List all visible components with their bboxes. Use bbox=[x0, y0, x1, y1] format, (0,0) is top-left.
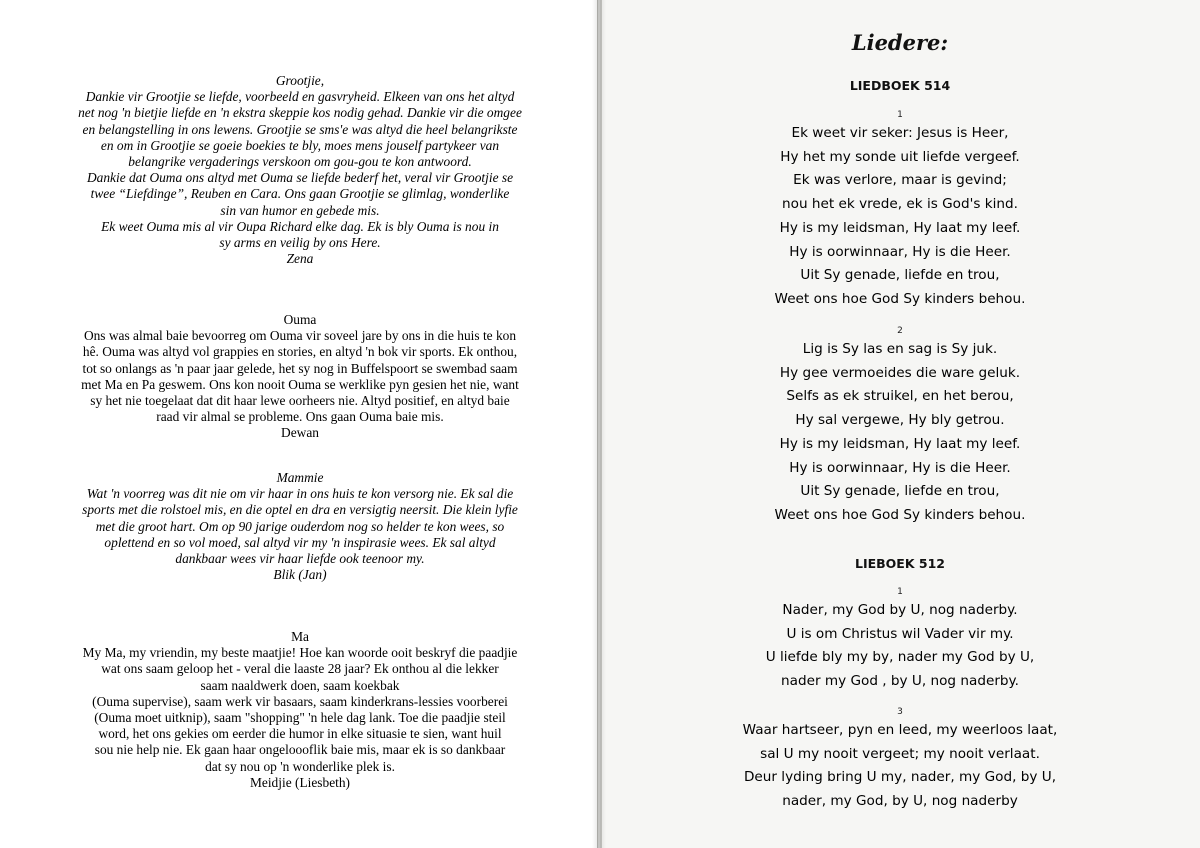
tribute-line: dankbaar wees vir haar liefde ook teenoor my. bbox=[175, 551, 425, 567]
tribute-line: met Ma en Pa geswem. Ons kon nooit Ouma se werklike pyn gesien het nie, want bbox=[81, 376, 519, 392]
tribute-line: sy het nie toegelaat dat dit haar lewe oorheers nie. Altyd positief, en altyd baie bbox=[90, 393, 510, 409]
verse-line: Uit Sy genade, liefde en trou, bbox=[800, 483, 1000, 500]
tribute-line: Wat 'n voorreg was dit nie om vir haar in ons huis te kon versorg nie. Ek sal die bbox=[86, 486, 514, 502]
verse-line: Weet ons hoe God Sy kinders behou. bbox=[774, 290, 1026, 307]
tribute-line: Ons was almal baie bevoorreg om Ouma vir soveel jare by ons in die huis te kon bbox=[83, 328, 517, 344]
tribute-line: sin van humor en gebede mis. bbox=[220, 202, 380, 218]
tribute-line: hê. Ouma was altyd vol grappies en stories, en altyd 'n bok vir sports. Ek onthou, bbox=[82, 344, 518, 360]
verse-line: Hy sal vergewe, Hy bly getrou. bbox=[795, 412, 1005, 429]
verse-number: 1 bbox=[897, 587, 903, 597]
verse-number: 2 bbox=[897, 326, 903, 336]
tribute-line: (Ouma supervise), saam werk vir basaars, saam kinderkrans-lessies voorberei bbox=[92, 693, 508, 709]
tribute-line: raad vir almal se probleme. Ons gaan Ouma baie mis. bbox=[156, 409, 444, 425]
verse-line: nou het ek vrede, ek is God's kind. bbox=[782, 196, 1018, 213]
verse-line: Hy is my leidsman, Hy laat my leef. bbox=[779, 219, 1021, 236]
tribute-line: met die groot hart. Om op 90 jarige ouderdom nog so helder te kon wees, so bbox=[95, 518, 505, 534]
verse-line: U liefde bly my by, nader my God by U, bbox=[765, 649, 1035, 666]
verse-line: Deur lyding bring U my, nader, my God, by U, bbox=[743, 769, 1057, 786]
tribute-heading: Ouma bbox=[283, 312, 317, 327]
verse-line: sal U my nooit vergeet; my nooit verlaat. bbox=[760, 745, 1040, 762]
verse-line: Waar hartseer, pyn en leed, my weerloos laat, bbox=[742, 722, 1058, 738]
hymn-title-512: LIEBOEK 512 bbox=[855, 556, 945, 571]
verse-line: Nader, my God by U, nog naderby. bbox=[782, 602, 1018, 618]
tribute-line: twee “Liefdinge”, Reuben en Cara. Ons gaan Grootjie se glimlag, wonderlike bbox=[90, 186, 510, 202]
tribute-line: Dankie dat Ouma ons altyd met Ouma se liefde bederf het, veral vir Grootjie se bbox=[86, 170, 514, 186]
tribute-heading: Mammie bbox=[276, 470, 324, 485]
tribute-line: oplettend en so vol moed, sal altyd vir my 'n inspirasie wees. Ek sal altyd bbox=[104, 534, 496, 550]
hymn-512-verse-3 bbox=[600, 705, 1200, 814]
tribute-jan bbox=[22, 470, 578, 583]
hymn-512-verse-1 bbox=[600, 585, 1200, 694]
verse-number: 1 bbox=[897, 110, 903, 120]
hymn-title-514: LIEDBOEK 514 bbox=[849, 78, 951, 93]
tribute-heading: Ma bbox=[291, 629, 309, 644]
tribute-line: sy arms en veilig by ons Here. bbox=[219, 235, 381, 251]
tribute-line: Grootjie, bbox=[275, 73, 325, 88]
tribute-line: My Ma, my vriendin, my beste maatjie! Hoe kan woorde ooit beskryf die paadjie bbox=[82, 645, 518, 661]
verse-line: Hy gee vermoeides die ware geluk. bbox=[779, 364, 1021, 381]
tribute-line: wat ons saam geloop het - veral die laaste 28 jaar? Ek onthou al die lekker bbox=[101, 661, 499, 677]
tribute-line: net nog 'n bietjie liefde en 'n ekstra skeppie kos nodig gehad. Dankie vir die omgee bbox=[78, 105, 522, 121]
tribute-line: belangrike vergaderings verskoon om gou-gou te kon antwoord. bbox=[128, 154, 472, 170]
tribute-line: tot so onlangs as 'n paar jaar gelede, het sy nog in Buffelspoort se swembad saam bbox=[82, 360, 518, 376]
verse-line: Lig is Sy las en sag is Sy juk. bbox=[802, 341, 998, 357]
hymn-514-verse-1 bbox=[600, 108, 1200, 312]
verse-line: Uit Sy genade, liefde en trou, bbox=[800, 267, 1000, 284]
verse-line: Hy is oorwinnaar, Hy is die Heer. bbox=[789, 243, 1011, 260]
songs-heading: Liedere: bbox=[851, 30, 949, 55]
verse-line: Hy het my sonde uit liefde vergeef. bbox=[780, 148, 1020, 165]
tribute-signature: Blik (Jan) bbox=[273, 567, 327, 583]
tribute-dewan bbox=[22, 312, 578, 442]
tribute-line: (Ouma moet uitknip), saam "shopping" 'n hele dag lank. Toe die paadjie steil bbox=[94, 710, 506, 726]
tribute-signature: Meidjie (Liesbeth) bbox=[249, 774, 351, 790]
tribute-liesbeth bbox=[22, 629, 578, 791]
verse-line: Selfs as ek struikel, en het berou, bbox=[786, 388, 1014, 405]
verse-line: Hy is my leidsman, Hy laat my leef. bbox=[779, 435, 1021, 452]
tribute-zena bbox=[22, 73, 578, 267]
tribute-signature: Zena bbox=[286, 251, 314, 267]
verse-number: 3 bbox=[897, 707, 903, 717]
tribute-line: Ek weet Ouma mis al vir Oupa Richard elke dag. Ek is bly Ouma is nou in bbox=[101, 218, 499, 234]
verse-line: U is om Christus wil Vader vir my. bbox=[786, 625, 1014, 642]
verse-line: Ek was verlore, maar is gevind; bbox=[793, 172, 1007, 189]
verse-line: Weet ons hoe God Sy kinders behou. bbox=[774, 506, 1026, 523]
tribute-line: dat sy nou op 'n wonderlike plek is. bbox=[205, 758, 395, 774]
tribute-line: en belangstelling in ons lewens. Grootjie se sms'e was altyd die heel belangrikste bbox=[82, 121, 518, 137]
tribute-line: word, het ons gekies om eerder die humor in elke situasie te sien, want huil bbox=[98, 726, 502, 742]
tribute-signature: Dewan bbox=[281, 425, 319, 441]
tribute-line: Dankie vir Grootjie se liefde, voorbeeld en gasvryheid. Elkeen van ons het altyd bbox=[85, 89, 515, 105]
verse-line: nader, my God, by U, nog naderby bbox=[782, 793, 1018, 810]
tribute-line: sou nie help nie. Ek gaan haar ongeloooflik baie mis, maar ek is so dankbaar bbox=[94, 742, 506, 758]
verse-line: Ek weet vir seker: Jesus is Heer, bbox=[791, 125, 1009, 141]
tribute-line: sports met die rolstoel mis, en die optel en dra en versigtig neersit. Die klein lyfie bbox=[82, 502, 518, 518]
tribute-line: saam naaldwerk doen, saam koekbak bbox=[200, 677, 400, 693]
verse-line: Hy is oorwinnaar, Hy is die Heer. bbox=[789, 459, 1011, 476]
hymn-514-verse-2 bbox=[600, 324, 1200, 528]
tribute-line: en om in Grootjie se goeie boekies te bly, moes mens jouself partykeer van bbox=[100, 137, 500, 153]
verse-line: nader my God , by U, nog naderby. bbox=[781, 673, 1019, 690]
